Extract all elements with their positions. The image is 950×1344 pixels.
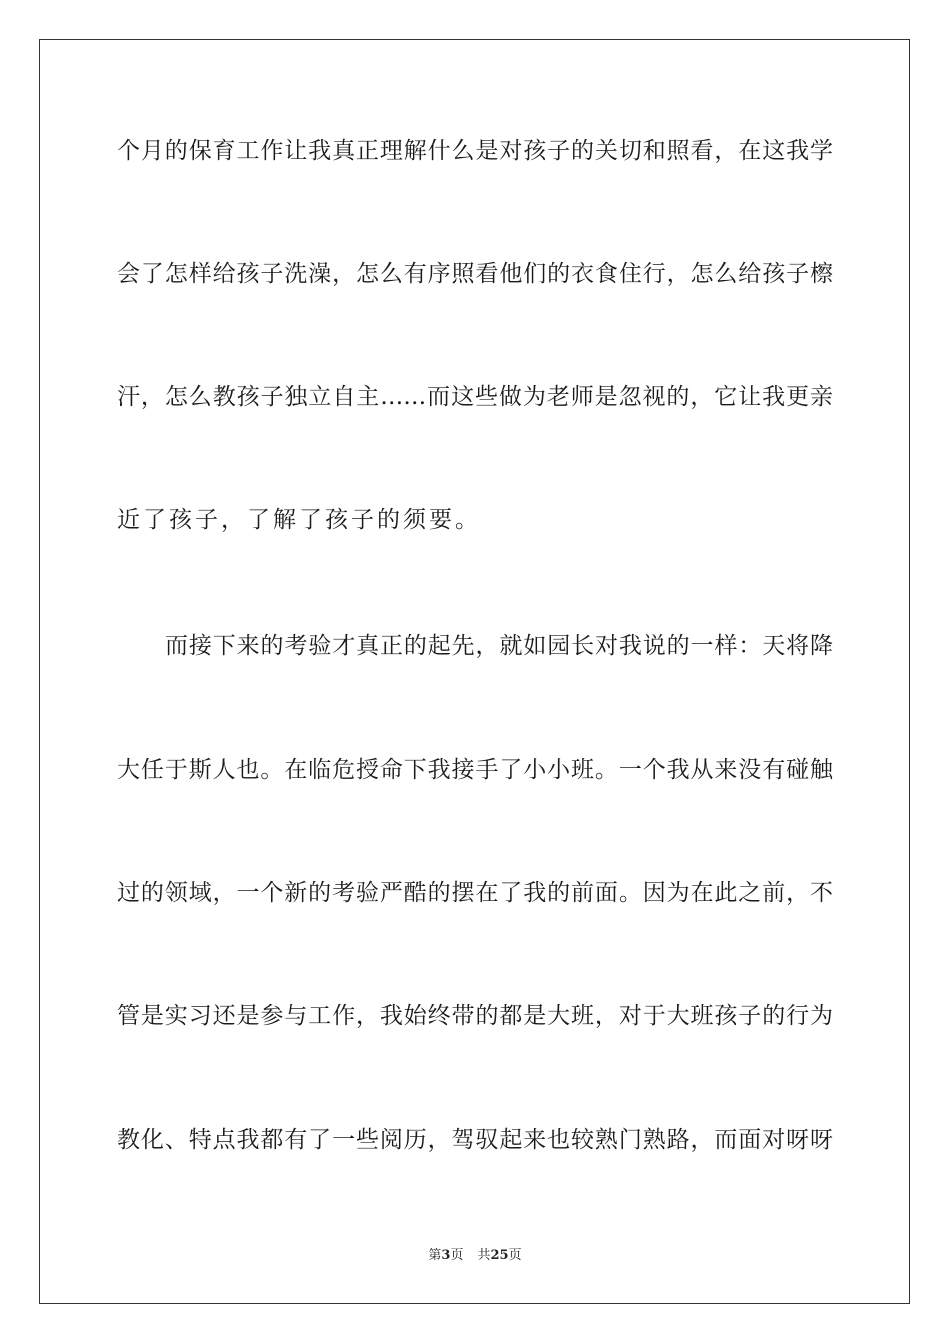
text-line-6: 大任于斯人也。在临危授命下我接手了小小班。一个我从来没有碰触	[117, 757, 833, 783]
footer-total-pages: 25	[490, 1248, 509, 1263]
text-line-8: 管是实习还是参与工作，我始终带的都是大班，对于大班孩子的行为	[117, 1003, 833, 1029]
text-line-3: 汗，怎么教孩子独立自主……而这些做为老师是忽视的，它让我更亲	[117, 384, 833, 410]
page-footer	[0, 1247, 950, 1265]
text-line-2: 会了怎样给孩子洗澡，怎么有序照看他们的衣食住行，怎么给孩子檫	[117, 261, 833, 287]
text-line-5-paragraph-start: 而接下来的考验才真正的起先，就如园长对我说的一样：天将降	[165, 633, 833, 659]
footer-total-suffix: 页	[508, 1248, 522, 1263]
text-line-1: 个月的保育工作让我真正理解什么是对孩子的关切和照看，在这我学	[117, 138, 833, 164]
text-line-7: 过的领域，一个新的考验严酷的摆在了我的前面。因为在此之前，不	[117, 880, 833, 906]
page-border	[39, 39, 910, 1304]
footer-page-prefix: 第	[428, 1248, 442, 1263]
footer-page-number: 3	[441, 1248, 451, 1263]
footer-total-prefix: 共	[477, 1248, 491, 1263]
footer-page-suffix: 页	[450, 1248, 464, 1263]
text-line-9: 教化、特点我都有了一些阅历，驾驭起来也较熟门熟路，而面对呀呀	[117, 1127, 833, 1153]
text-line-4: 近了孩子，了解了孩子的须要。	[117, 507, 481, 533]
